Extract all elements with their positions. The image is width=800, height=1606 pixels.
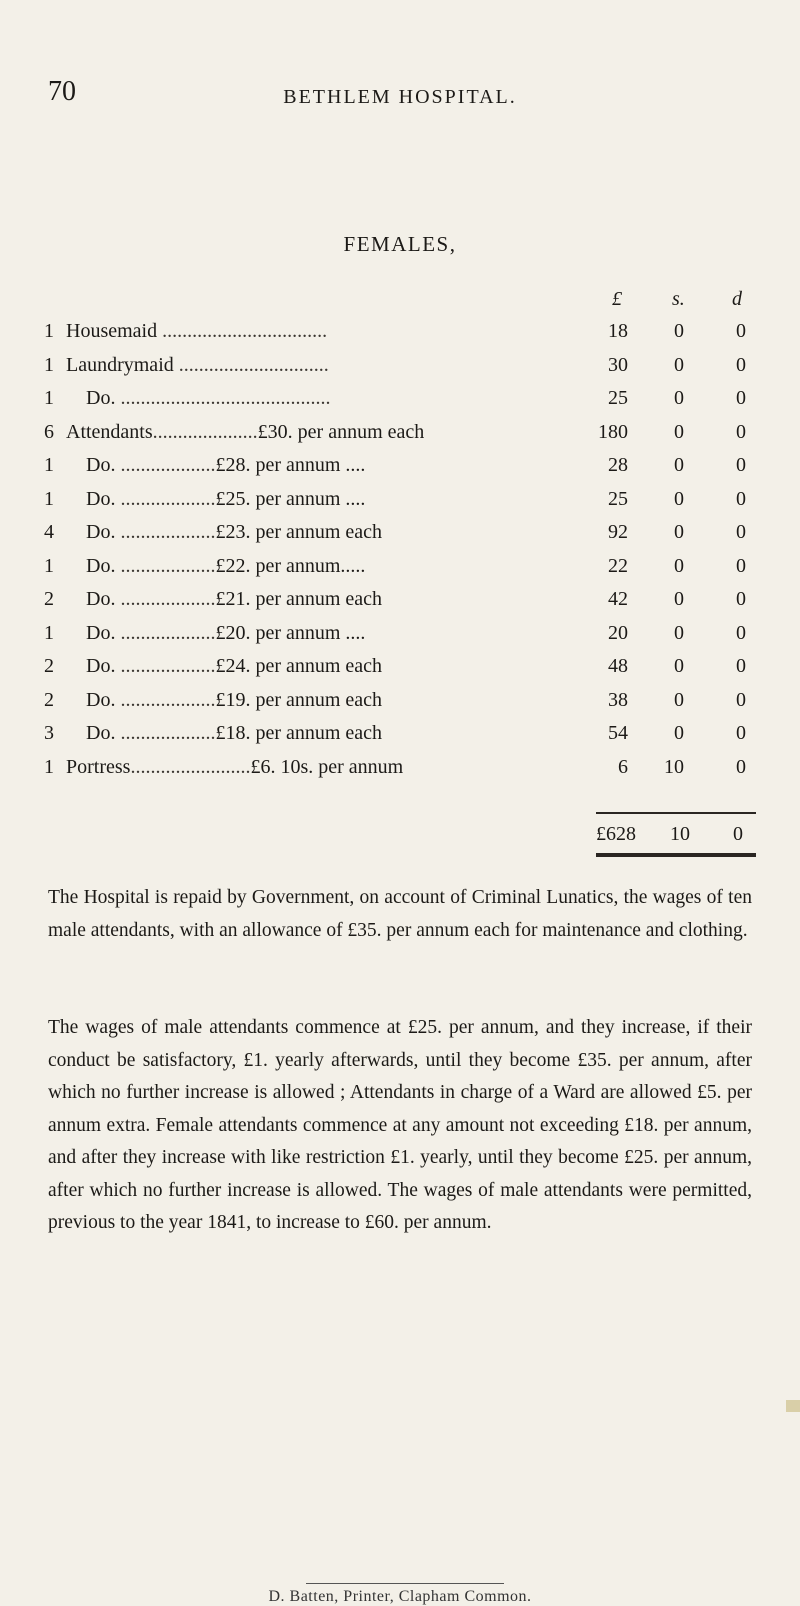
row-shillings: 0 — [674, 387, 684, 409]
total-underline — [596, 853, 756, 857]
row-label: Do. — [86, 655, 116, 677]
row-description — [66, 756, 403, 779]
column-head-pounds: £ — [612, 288, 622, 310]
row-rate: £30. per annum each — [257, 420, 425, 443]
row-shillings: 0 — [674, 320, 684, 342]
table-row — [44, 521, 756, 555]
row-pounds: 25 — [608, 387, 628, 409]
table-row — [44, 354, 756, 388]
row-rate: £19. per annum each — [215, 688, 383, 711]
row-pence: 0 — [736, 554, 746, 577]
row-pence: 0 — [736, 353, 746, 376]
total-shillings: 10 — [670, 823, 690, 845]
row-quantity: 1 — [44, 454, 54, 476]
row-rate: £25. per annum .... — [215, 487, 366, 510]
row-shillings: 0 — [674, 353, 684, 376]
row-description — [66, 320, 327, 343]
row-pence: 0 — [736, 320, 746, 342]
row-shillings: 0 — [674, 588, 684, 610]
row-pence: 0 — [736, 722, 746, 744]
section-title: FEMALES, — [343, 232, 457, 256]
row-label: Do. — [86, 688, 116, 711]
row-pence: 0 — [736, 420, 746, 443]
row-label: Attendants — [66, 420, 153, 443]
row-pounds: 38 — [608, 688, 628, 711]
row-pounds: 20 — [608, 621, 628, 644]
row-quantity: 6 — [44, 420, 54, 443]
row-pence: 0 — [736, 487, 746, 510]
total-rule — [596, 812, 756, 814]
row-leader-dots: ................... — [115, 621, 216, 644]
row-pounds: 6 — [618, 755, 628, 778]
row-label: Do. — [86, 554, 116, 577]
row-leader-dots: ................... — [115, 521, 216, 543]
row-label: Do. — [86, 387, 116, 409]
table-row — [44, 454, 756, 488]
total-pounds: £628 — [596, 823, 636, 845]
row-label: Do. — [86, 487, 116, 510]
row-rate: £6. 10s. per annum — [250, 755, 404, 778]
table-row — [44, 320, 756, 354]
row-description — [86, 689, 382, 712]
row-description — [86, 488, 365, 511]
row-quantity: 1 — [44, 387, 54, 409]
row-leader-dots: ................... — [115, 722, 216, 744]
row-shillings: 10 — [664, 755, 684, 778]
row-quantity: 3 — [44, 722, 54, 744]
row-leader-dots: ................................. — [157, 320, 328, 342]
row-label: Do. — [86, 621, 116, 644]
row-pence: 0 — [736, 755, 746, 778]
row-shillings: 0 — [674, 655, 684, 677]
row-shillings: 0 — [674, 554, 684, 577]
row-label: Laundrymaid — [66, 353, 174, 376]
row-pence: 0 — [736, 521, 746, 543]
row-shillings: 0 — [674, 688, 684, 711]
row-description — [86, 454, 365, 477]
row-description — [66, 421, 424, 444]
table-row — [44, 387, 756, 421]
row-label: Do. — [86, 454, 116, 476]
row-description — [86, 722, 382, 745]
row-rate: £20. per annum .... — [215, 621, 366, 644]
row-leader-dots: ........................ — [130, 755, 251, 778]
row-quantity: 1 — [44, 621, 54, 644]
row-pounds: 18 — [608, 320, 628, 342]
row-pounds: 92 — [608, 521, 628, 543]
row-rate: £24. per annum each — [215, 655, 383, 677]
row-pence: 0 — [736, 688, 746, 711]
row-description — [86, 387, 330, 410]
row-leader-dots: .......................................... — [115, 387, 331, 409]
row-shillings: 0 — [674, 454, 684, 476]
row-description — [86, 588, 382, 611]
row-shillings: 0 — [674, 722, 684, 744]
paragraph-wages: The wages of male attendants commence at £25. per annum, and they increase, if their conduct be satisfactory, £1. yearly afterwards, until they become £35. per annum, after which no further increase is allowed ; Attendants in charge of a Ward are allowed £5. per annum extra. Female attendants commence at any amount not exceeding £18. per annum, and after they increase with like restriction £1. yearly, until they become £25. per annum, after which no further increase is allowed. The wages of male attendants were permitted, previous to the year 1841, to increase to £60. per annum. — [48, 1017, 752, 1233]
row-description — [66, 354, 329, 377]
row-rate: £18. per annum each — [215, 722, 383, 744]
row-pounds: 48 — [608, 655, 628, 677]
table-row — [44, 622, 756, 656]
row-pounds: 30 — [608, 353, 628, 376]
page-number: 70 — [48, 76, 76, 107]
table-row — [44, 421, 756, 455]
total-pence: 0 — [733, 823, 743, 845]
row-description — [86, 521, 382, 544]
row-quantity: 1 — [44, 487, 54, 510]
row-pounds: 180 — [598, 420, 628, 443]
row-pence: 0 — [736, 621, 746, 644]
row-shillings: 0 — [674, 621, 684, 644]
table-row — [44, 655, 756, 689]
row-quantity: 1 — [44, 353, 54, 376]
paragraph-repayment: The Hospital is repaid by Government, on account of Criminal Lunatics, the wages of ten male attendants, with an allowance of £35. per annum each for maintenance and clothing. — [48, 887, 752, 941]
wages-table — [44, 320, 756, 789]
table-row — [44, 722, 756, 756]
row-label: Housemaid — [66, 320, 158, 342]
page-edge-stain — [786, 1400, 800, 1412]
row-pence: 0 — [736, 588, 746, 610]
column-head-pence: d — [732, 288, 742, 310]
row-description — [86, 555, 365, 578]
row-leader-dots: ................... — [115, 655, 216, 677]
table-row — [44, 488, 756, 522]
row-label: Do. — [86, 521, 116, 543]
row-shillings: 0 — [674, 420, 684, 443]
row-pounds: 42 — [608, 588, 628, 610]
row-pence: 0 — [736, 387, 746, 409]
row-description — [86, 655, 382, 678]
row-quantity: 1 — [44, 755, 54, 778]
row-rate: £28. per annum .... — [215, 454, 366, 476]
footer-rule — [306, 1583, 504, 1584]
row-pounds: 22 — [608, 554, 628, 577]
table-row — [44, 555, 756, 589]
row-pence: 0 — [736, 655, 746, 677]
row-quantity: 2 — [44, 588, 54, 610]
row-pounds: 28 — [608, 454, 628, 476]
row-leader-dots: ................... — [115, 554, 216, 577]
row-pence: 0 — [736, 454, 746, 476]
row-quantity: 2 — [44, 655, 54, 677]
row-leader-dots: ................... — [115, 588, 216, 610]
row-quantity: 2 — [44, 688, 54, 711]
running-head: BETHLEM HOSPITAL. — [283, 86, 517, 108]
row-label: Do. — [86, 722, 116, 744]
row-rate: £21. per annum each — [215, 588, 383, 610]
row-label: Portress — [66, 755, 131, 778]
row-rate: £23. per annum each — [215, 521, 383, 543]
row-pounds: 25 — [608, 487, 628, 510]
row-leader-dots: .............................. — [173, 353, 329, 376]
table-row — [44, 588, 756, 622]
row-leader-dots: ................... — [115, 487, 216, 510]
row-leader-dots: ................... — [115, 454, 216, 476]
table-row — [44, 756, 756, 790]
column-head-shillings: s. — [672, 288, 685, 310]
row-description — [86, 622, 365, 645]
row-label: Do. — [86, 588, 116, 610]
row-pounds: 54 — [608, 722, 628, 744]
row-leader-dots: ..................... — [152, 420, 258, 443]
row-quantity: 4 — [44, 521, 54, 543]
row-quantity: 1 — [44, 320, 54, 342]
row-rate: £22. per annum..... — [215, 554, 366, 577]
table-row — [44, 689, 756, 723]
row-leader-dots: ................... — [115, 688, 216, 711]
row-shillings: 0 — [674, 487, 684, 510]
row-quantity: 1 — [44, 554, 54, 577]
row-shillings: 0 — [674, 521, 684, 543]
printer-imprint: D. Batten, Printer, Clapham Common. — [268, 1588, 532, 1605]
